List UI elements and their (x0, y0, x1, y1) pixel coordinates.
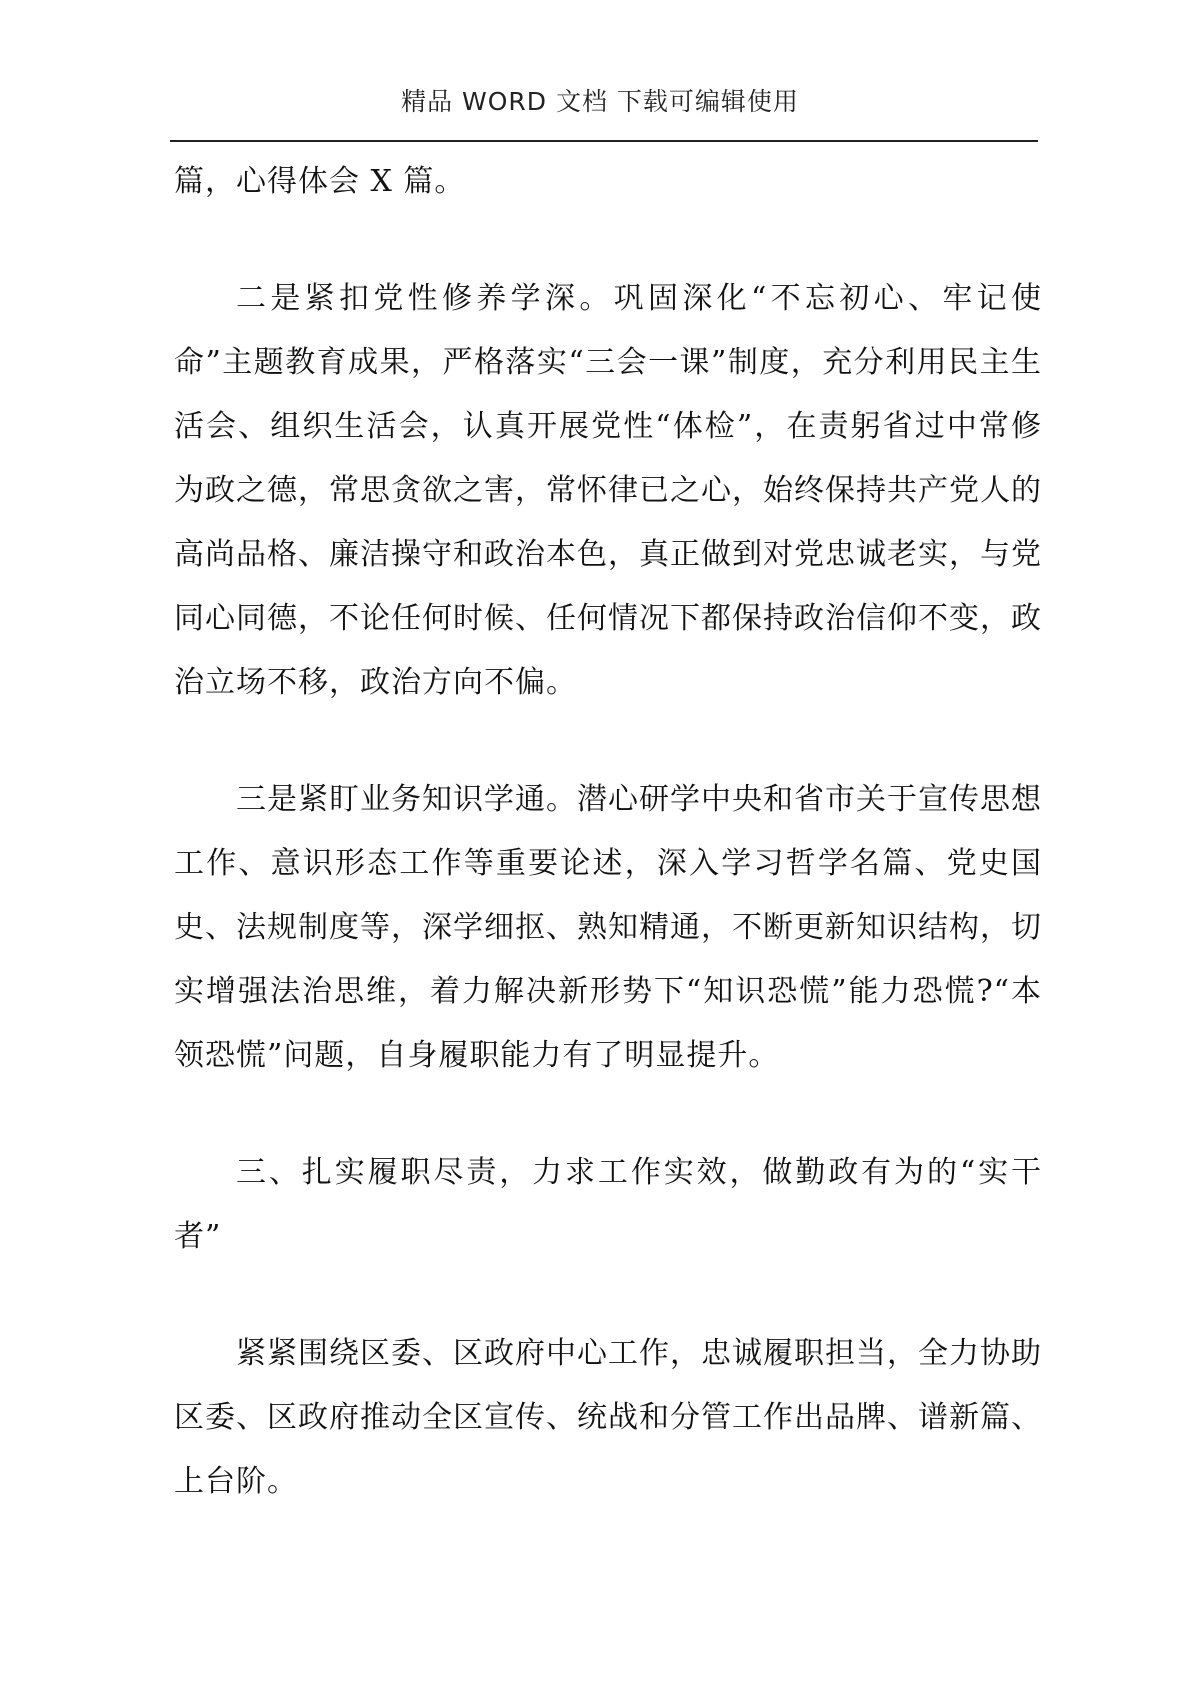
paragraph-continued: 篇，心得体会 X 篇。 (174, 164, 466, 199)
header-divider (170, 140, 1038, 142)
paragraph-party-spirit: 二是紧扣党性修养学深。巩固深化“不忘初心、牢记使命”主题教育成果，严格落实“三会一课”制度，充分利用民主生活会、组织生活会，认真开展党性“体检”，在责躬省过中常修为政之德，常思贪欲之害，常怀律已之心，始终保持共产党人的高尚品格、廉洁操守和政治本色，真正做到对党忠诚老实，与党同心同德，不论任何时候、任何情况下都保持政治信仰不变，政治立场不移，政治方向不偏。 (174, 281, 1042, 700)
paragraph-duty-fulfillment: 紧紧围绕区委、区政府中心工作，忠诚履职担当，全力协助区委、区政府推动全区宣传、统战和分管工作出品牌、谱新篇、上台阶。 (174, 1336, 1042, 1499)
paragraph-business-knowledge: 三是紧盯业务知识学通。潜心研学中央和省市关于宣传思想工作、意识形态工作等重要论述，深入学习哲学名篇、党史国史、法规制度等，深学细抠、熟知精通，不断更新知识结构，切实增强法治思维，着力解决新形势下“知识恐慌”能力恐慌?“本领恐慌”问题，自身履职能力有了明显提升。 (174, 782, 1042, 1073)
document-body (174, 150, 1042, 1514)
page-header: 精品 WORD 文档 下载可编辑使用 (401, 87, 799, 116)
section-heading-three: 三、扎实履职尽责，力求工作实效，做勤政有为的“实干者” (174, 1155, 1042, 1254)
